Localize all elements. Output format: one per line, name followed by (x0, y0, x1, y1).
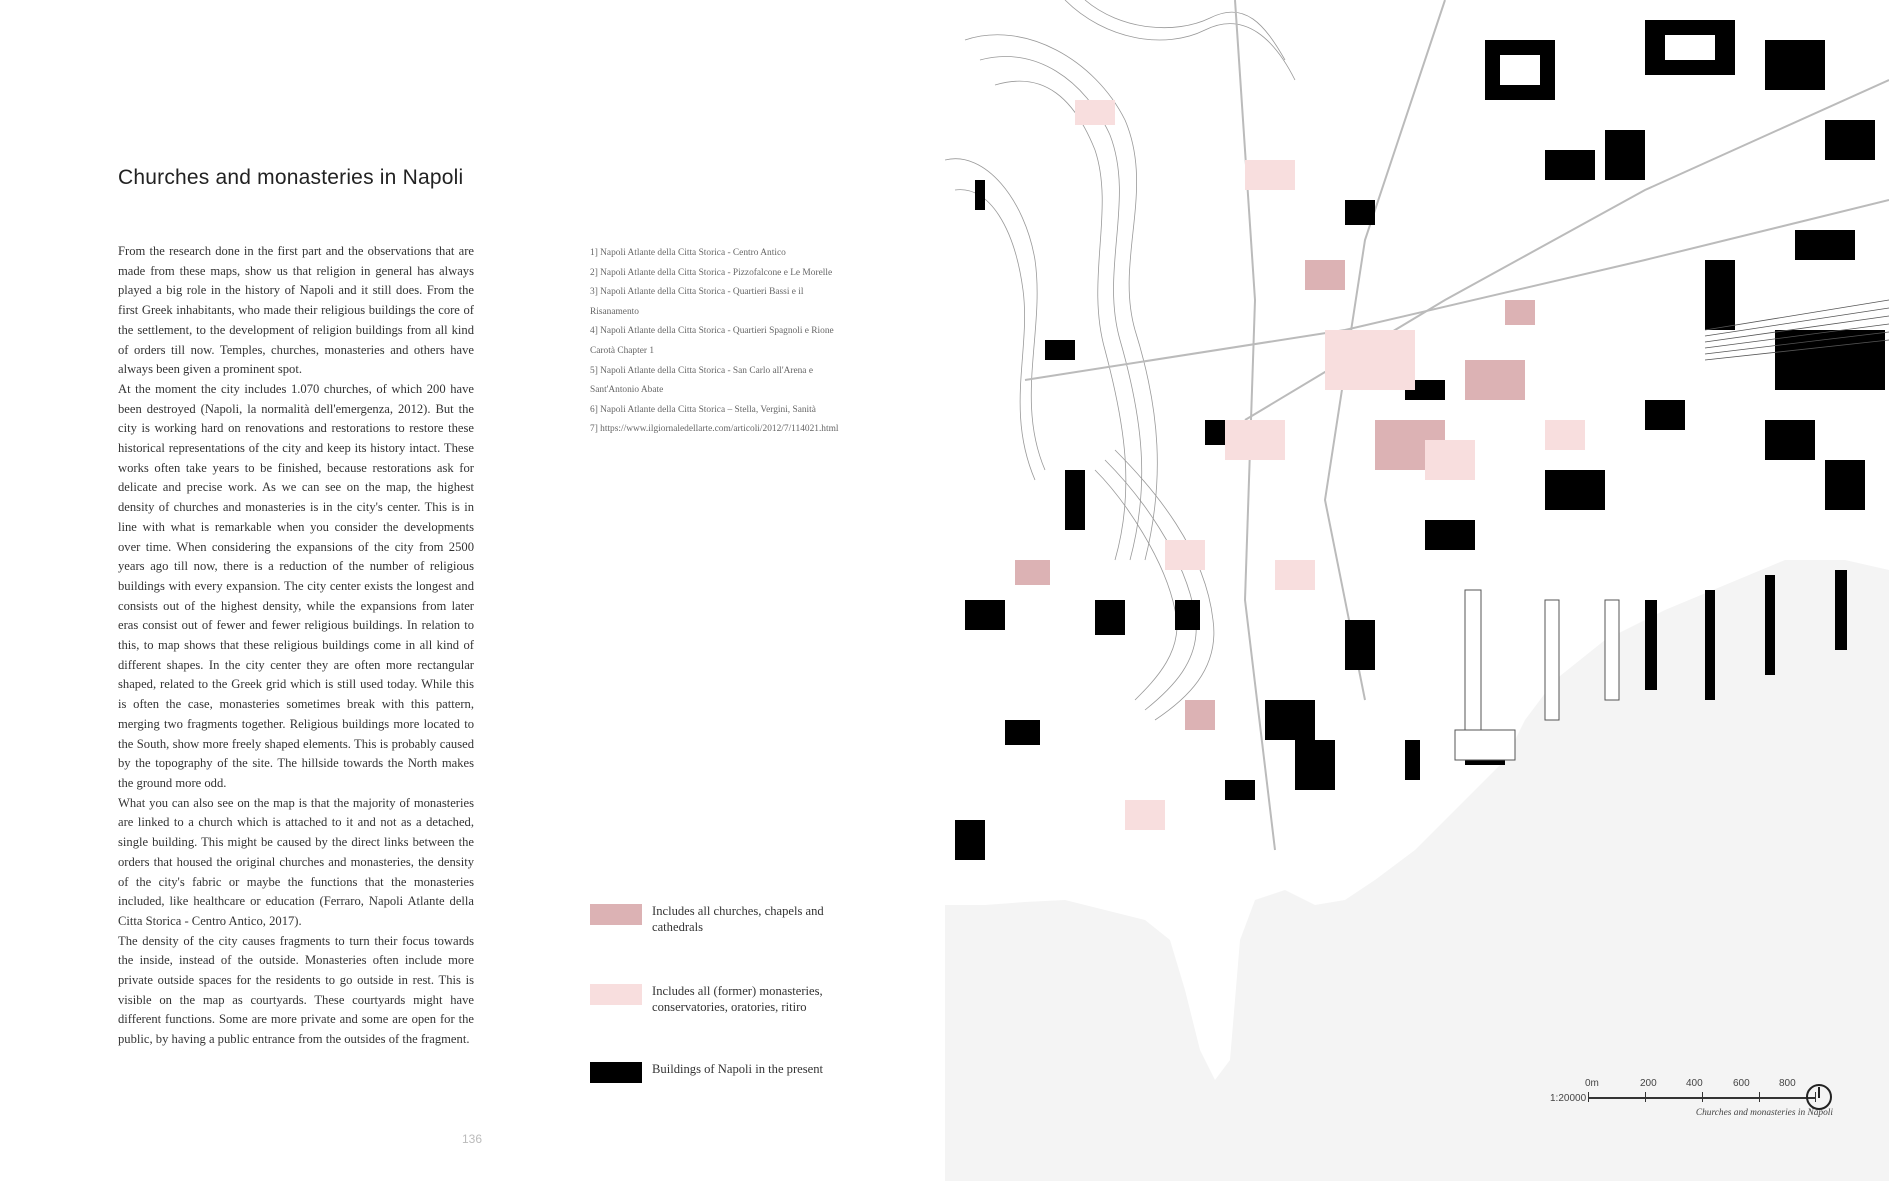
scale-tick (1759, 1092, 1760, 1102)
footnote: 5] Napoli Atlante della Citta Storica - San Carlo all'Arena e Sant'Antonio Abate (590, 365, 813, 396)
footnotes (590, 244, 840, 440)
legend-label: Buildings of Napoli in the present (652, 1062, 824, 1076)
scale-label: 200 (1640, 1078, 1657, 1089)
scale-tick (1588, 1092, 1589, 1102)
paragraph: From the research done in the first part and the observations that are made from these maps, show us that religion in general has always played a big role in the history of Napoli and it still does. From the first Greek inhabitants, who made their religious buildings the core of the settlement, to the development of religion buildings from all kind of orders till now. Temples, churches, monasteries and others have always been given a prominent spot. (118, 244, 474, 377)
scale-tick (1645, 1092, 1646, 1102)
footnote: 7] https://www.ilgiornaledellarte.com/articoli/2012/7/114021.html (590, 424, 839, 435)
legend-item-churches (590, 904, 860, 935)
scale-label: 600 (1733, 1078, 1750, 1089)
footnote: 1] Napoli Atlante della Citta Storica - Centro Antico (590, 248, 786, 258)
legend-swatch-buildings (590, 1062, 642, 1083)
page-title: Churches and monasteries in Napoli (118, 166, 464, 189)
north-arrow-icon (1806, 1084, 1832, 1110)
scale-label: 800 (1779, 1078, 1796, 1089)
footnote: 3] Napoli Atlante della Citta Storica - Quartieri Bassi e il Risanamento (590, 287, 804, 317)
legend-swatch-churches (590, 904, 642, 925)
footnote: 6] Napoli Atlante della Citta Storica – Stella, Vergini, Sanità (590, 404, 816, 415)
city-map (945, 0, 1889, 1181)
map-page (945, 0, 1889, 1181)
legend-label: Includes all (former) monasteries, conservatories, oratories, ritiro (652, 984, 823, 1014)
footnote: 4] Napoli Atlante della Citta Storica - Quartieri Spagnoli e Rione Carotà Chapter 1 (590, 326, 834, 356)
legend-item-buildings (590, 1062, 860, 1083)
paragraph: At the moment the city includes 1.070 churches, of which 200 have been destroyed (Napoli, la normalità dell'emergenza, 2012). But the city is working hard on renovations and restorations to restore these historical representations of the city and keep its history intact. These works often take years to be finished, because restorations ask for delicate and precise work. As we can see on the map, the highest density of churches and monasteries is in the city's center. This is in line with what is remarkable when you consider the developments over time. When considering the expansions of the city from 2500 years ago till now, there is a reduction of the number of religious buildings with every expansion. The city center exists the longest and consists out of the highest density, while the expansions from later eras consist out of fewer and fewer religious buildings. In relation to this, to map shows that these religious buildings come in all kind of different shapes. In the city center they are often more rectangular shaped, related to the Greek grid which is still used today. While this is often the case, monasteries sometimes break with this pattern, merging two fragments together. Religious buildings more located to the South, show more freely shaped elements. This is probably caused by the topography of the site. The hillside towards the North makes the ground more odd. (118, 381, 474, 790)
land-area (945, 0, 1889, 1080)
body-text (118, 242, 474, 1050)
legend-swatch-monasteries (590, 984, 642, 1005)
paragraph: What you can also see on the map is that the majority of monasteries are linked to a church which is attached to it and not as a detached, single building. This might be caused by the direct links between the orders that housed the original churches and monasteries, the density of the city's fabric or maybe the functions that the monasteries included, like healthcare or education (Ferraro, Napoli Atlante della Citta Storica - Centro Antico, 2017). (118, 795, 474, 928)
scale-label: 0m (1585, 1078, 1599, 1089)
legend-item-monasteries (590, 984, 860, 1015)
legend-label: Includes all churches, chapels and cathedrals (652, 904, 824, 934)
scale-ratio: 1:20000 (1550, 1093, 1587, 1104)
page-number: 136 (462, 1132, 483, 1146)
footnote: 2] Napoli Atlante della Citta Storica - Pizzofalcone e Le Morelle (590, 267, 833, 278)
scale-tick (1702, 1092, 1703, 1102)
map-caption: Churches and monasteries in Napoli (1695, 1108, 1833, 1118)
scale-label: 400 (1686, 1078, 1703, 1089)
paragraph: The density of the city causes fragments to turn their focus towards the inside, instead of the outside. Monasteries often include more private outside spaces for the residents to go outside in rest. This is visible on the map as courtyards. These courtyards might have different functions. Some are more private and some are open for the public, by having a public entrance from the outsides of the fragment. (118, 933, 474, 1047)
